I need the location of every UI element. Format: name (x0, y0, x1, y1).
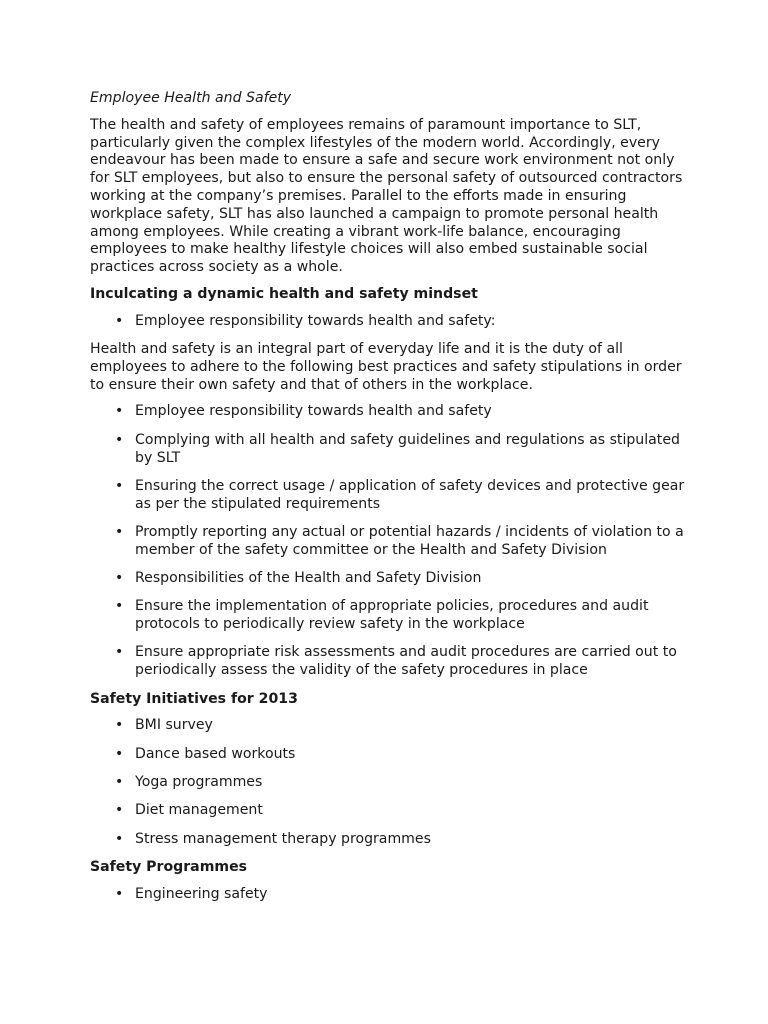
bullet-list-programmes (90, 886, 688, 904)
list-item-text: Ensure the implementation of appropriate policies, procedures and audit protocols to periodically review safety in the workplace (135, 598, 649, 633)
bullet-list-initiatives (90, 717, 688, 848)
bullet-glyph: • (115, 830, 124, 847)
bullet-glyph: • (115, 570, 124, 587)
bullet-glyph: • (115, 431, 124, 448)
list-item-text: Diet management (135, 802, 263, 819)
bullet-glyph: • (115, 312, 124, 329)
duty-paragraph: Health and safety is an integral part of everyday life and it is the duty of all employees to adhere to the following best practices and safety stipulations in order to ensure their own safety and that of others in the workplace. (90, 341, 682, 393)
list-item-text: Employee responsibility towards health and safety: (135, 312, 496, 329)
bullet-glyph: • (115, 802, 124, 819)
list-item (90, 802, 688, 820)
bullet-glyph: • (115, 644, 124, 661)
list-item (90, 478, 688, 514)
bullet-list-duties (90, 403, 688, 680)
list-item (90, 313, 688, 331)
list-item-text: BMI survey (135, 717, 213, 734)
bullet-list-responsibility (90, 313, 688, 331)
intro-paragraph: The health and safety of employees remains of paramount importance to SLT, particularly given the complex lifestyles of the modern world. Accordingly, every endeavour has been made to ensure a safe and secure work environment not only for SLT employees, but also to ensure the personal safety of outsourced contractors working at the company’s premises. Parallel to the efforts made in ensuring workplace safety, SLT has also launched a campaign to promote personal health among employees. While creating a vibrant work-life balance, encouraging employees to make healthy lifestyle choices will also embed sustainable social practices across society as a whole. (90, 116, 683, 276)
list-item-text: Dance based workouts (135, 745, 296, 762)
list-item (90, 644, 688, 680)
bullet-glyph: • (115, 598, 124, 615)
list-item (90, 598, 688, 634)
list-item-text: Ensure appropriate risk assessments and audit procedures are carried out to periodically assess the validity of the safety procedures in place (135, 644, 677, 679)
list-item-text: Ensuring the correct usage / application of safety devices and protective gear as per the stipulated requirements (135, 477, 685, 512)
document-title: Employee Health and Safety (90, 90, 292, 106)
list-item (90, 886, 688, 904)
bullet-glyph: • (115, 477, 124, 494)
list-item (90, 717, 688, 735)
bullet-glyph: • (115, 773, 124, 790)
bullet-glyph: • (115, 717, 124, 734)
list-item-text: Engineering safety (135, 885, 268, 902)
list-item (90, 774, 688, 792)
list-item (90, 570, 688, 588)
list-item-text: Yoga programmes (135, 773, 263, 790)
bullet-glyph: • (115, 745, 124, 762)
list-item-text: Responsibilities of the Health and Safety Division (135, 570, 482, 587)
list-item (90, 746, 688, 764)
section-heading-initiatives: Safety Initiatives for 2013 (90, 690, 298, 707)
list-item (90, 524, 688, 560)
list-item (90, 831, 688, 849)
list-item (90, 403, 688, 421)
section-heading-mindset: Inculcating a dynamic health and safety mindset (90, 285, 478, 302)
bullet-glyph: • (115, 885, 124, 902)
list-item-text: Employee responsibility towards health and safety (135, 403, 492, 420)
list-item (90, 432, 688, 468)
list-item-text: Stress management therapy programmes (135, 830, 431, 847)
list-item-text: Promptly reporting any actual or potential hazards / incidents of violation to a member of the safety committee or the Health and Safety Division (135, 523, 684, 558)
list-item-text: Complying with all health and safety guidelines and regulations as stipulated by SLT (135, 431, 680, 466)
bullet-glyph: • (115, 403, 124, 420)
bullet-glyph: • (115, 523, 124, 540)
section-heading-programmes: Safety Programmes (90, 858, 248, 875)
